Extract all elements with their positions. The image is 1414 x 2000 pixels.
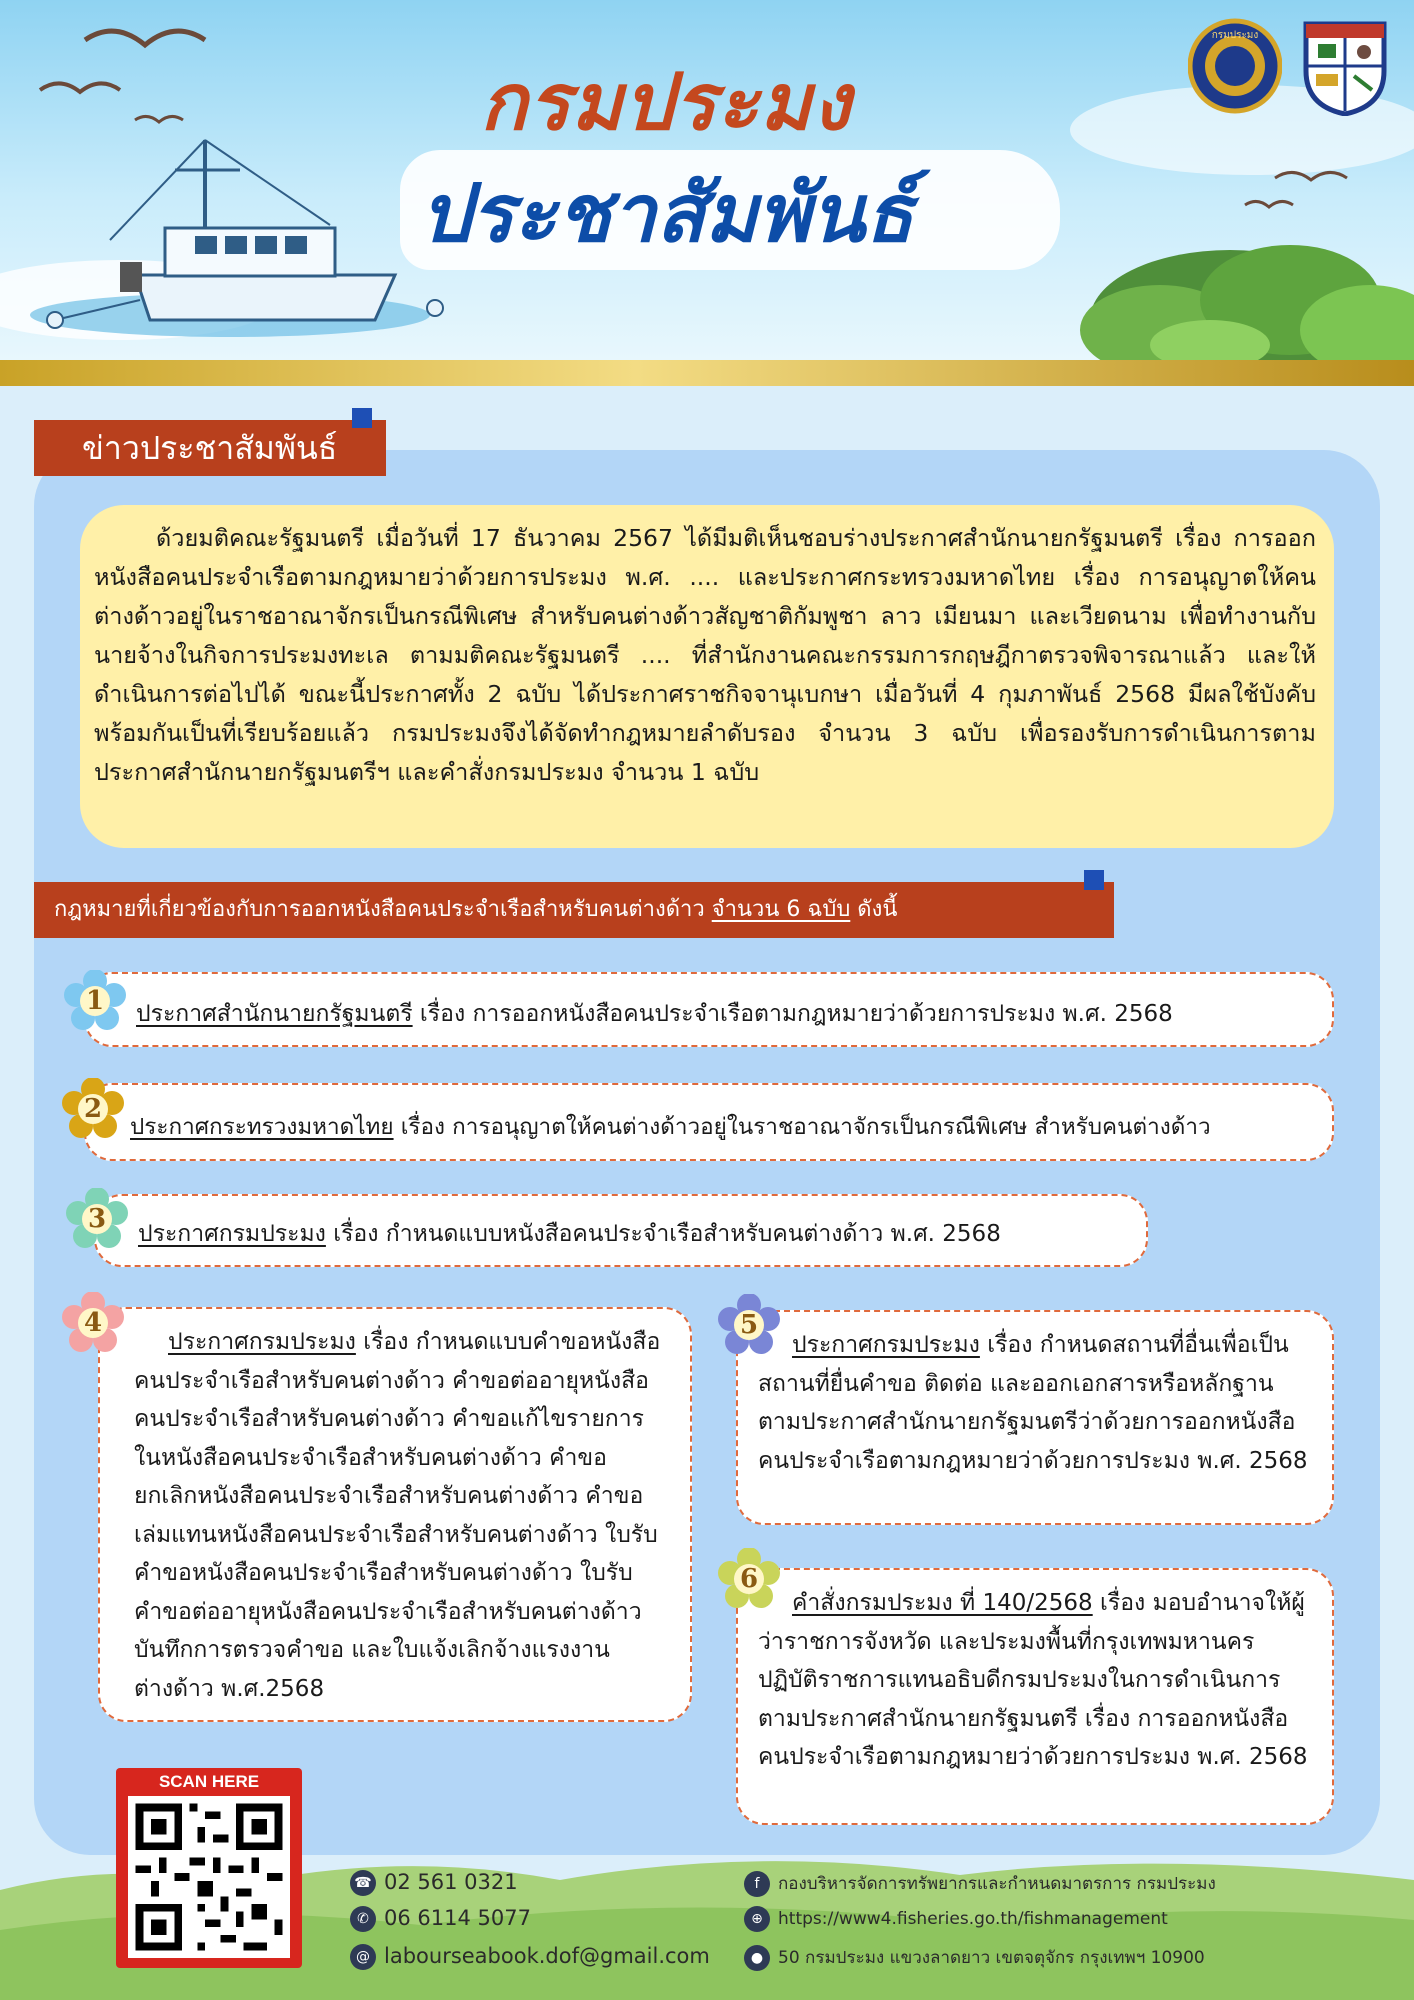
qr-scan-label: SCAN HERE — [158, 1772, 260, 1791]
facebook-icon: f — [744, 1871, 770, 1897]
number-badge-2 — [62, 1078, 124, 1140]
contact-phone-2[interactable] — [350, 1906, 531, 1932]
contact-website[interactable] — [744, 1906, 1168, 1932]
number-badge-label: 4 — [83, 1308, 103, 1338]
qr-code-image[interactable] — [128, 1796, 290, 1958]
law-item-title: ประกาศกรมประมง — [138, 1221, 326, 1247]
number-badge-label: 2 — [83, 1094, 103, 1124]
qr-code-icon — [128, 1796, 290, 1958]
bush-illustration — [1080, 245, 1414, 360]
heading-square-decoration — [352, 408, 372, 428]
number-badge-1 — [64, 970, 126, 1032]
contact-email[interactable] — [350, 1944, 710, 1970]
contact-phone-1-text: 02 561 0321 — [384, 1870, 518, 1894]
email-icon: @ — [350, 1944, 376, 1970]
contact-facebook-text: กองบริหารจัดการทรัพยากรและกำหนดมาตรการ กรมประมง — [778, 1874, 1216, 1894]
number-badge-3 — [66, 1188, 128, 1250]
intro-paragraph-box — [80, 505, 1334, 848]
number-badge-6 — [718, 1548, 780, 1610]
law-item-title: ประกาศกรมประมง — [168, 1329, 356, 1355]
contact-address-text: 50 กรมประมง แขวงลาดยาว เขตจตุจักร กรุงเทพฯ 10900 — [778, 1948, 1205, 1968]
phone-icon: ✆ — [350, 1906, 376, 1932]
page-title: กรมประมง — [480, 58, 852, 148]
law-item-detail: เรื่อง การอนุญาตให้คนต่างด้าวอยู่ในราชอาณาจักรเป็นกรณีพิเศษ สำหรับคนต่างด้าว — [400, 1114, 1211, 1140]
number-badge-label: 1 — [85, 986, 105, 1016]
globe-icon: ⊕ — [744, 1906, 770, 1932]
law-item-1 — [84, 972, 1334, 1047]
law-item-5 — [736, 1310, 1334, 1525]
law-item-title: ประกาศกรมประมง — [792, 1332, 980, 1358]
contact-website-text: https://www4.fisheries.go.th/fishmanagement — [778, 1909, 1168, 1929]
logo-lettering: กรมประมง — [1211, 30, 1259, 41]
law-item-6 — [736, 1568, 1334, 1825]
law-item-detail: เรื่อง มอบอำนาจให้ผู้ว่าราชการจังหวัด และประมงพื้นที่กรุงเทพมหานคร ปฏิบัติราชการแทนอธิบดีกรมประมงในการดำเนินการตามประกาศสำนักนายกรัฐมนตรี เรื่อง การออกหนังสือคนประจำเรือตามกฎหมายว่าด้วยการประมง พ.ศ. 2568 — [758, 1590, 1308, 1770]
page-subtitle: ประชาสัมพันธ์ — [420, 167, 914, 260]
law-item-2 — [84, 1083, 1334, 1161]
contact-phone-2-text: 06 6114 5077 — [384, 1906, 531, 1930]
location-pin-icon: ● — [744, 1945, 770, 1971]
law-item-title: ประกาศสำนักนายกรัฐมนตรี — [136, 1001, 413, 1027]
law-item-3 — [94, 1194, 1148, 1267]
contact-phone-1[interactable] — [350, 1870, 518, 1896]
law-item-detail: เรื่อง การออกหนังสือคนประจำเรือตามกฎหมายว่าด้วยการประมง พ.ศ. 2568 — [419, 1001, 1173, 1027]
phone-icon: ☎ — [350, 1870, 376, 1896]
section-heading-news-label: ข่าวประชาสัมพันธ์ — [82, 429, 338, 467]
law-item-title: ประกาศกระทรวงมหาดไทย — [130, 1114, 394, 1140]
section-heading-laws — [34, 882, 1114, 938]
number-badge-4 — [62, 1292, 124, 1354]
ministry-shield-logo — [1298, 16, 1392, 116]
laws-heading-prefix: กฎหมายที่เกี่ยวข้องกับการออกหนังสือคนประจำเรือสำหรับคนต่างด้าว — [54, 897, 705, 922]
law-item-detail: เรื่อง กำหนดแบบคำขอหนังสือคนประจำเรือสำหรับคนต่างด้าว คำขอต่ออายุหนังสือคนประจำเรือสำหรับคนต่างด้าว คำขอแก้ไขรายการในหนังสือคนประจำเรือสำหรับคนต่างด้าว คำขอยกเลิกหนังสือคนประจำเรือสำหรับคนต่างด้าว คำขอเล่มแทนหนังสือคนประจำเรือสำหรับคนต่างด้าว ใบรับคำขอหนังสือคนประจำเรือสำหรับคนต่างด้าว ใบรับคำขอต่ออายุหนังสือคนประจำเรือสำหรับคนต่างด้าว บันทึกการตรวจคำขอ และใบแจ้งเลิกจ้างแรงงานต่างด้าว พ.ศ.2568 — [134, 1329, 661, 1702]
gold-divider — [0, 360, 1414, 386]
contact-email-text: labourseabook.dof@gmail.com — [384, 1944, 710, 1968]
qr-code-card[interactable] — [116, 1768, 302, 1968]
law-item-detail: เรื่อง กำหนดแบบหนังสือคนประจำเรือสำหรับคนต่างด้าว พ.ศ. 2568 — [333, 1221, 1001, 1247]
laws-heading-suffix: ดังนี้ — [857, 897, 898, 922]
laws-heading-count: จำนวน 6 ฉบับ — [711, 897, 851, 922]
number-badge-5 — [718, 1294, 780, 1356]
section-heading-news — [34, 420, 386, 476]
law-item-4 — [98, 1307, 692, 1722]
number-badge-label: 3 — [87, 1204, 107, 1234]
number-badge-label: 6 — [739, 1564, 759, 1594]
contact-address — [744, 1944, 1205, 1971]
heading-square-decoration — [1084, 870, 1104, 890]
number-badge-label: 5 — [739, 1310, 759, 1340]
department-of-fisheries-logo — [1188, 16, 1282, 116]
intro-text: ด้วยมติคณะรัฐมนตรี เมื่อวันที่ 17 ธันวาคม 2567 ได้มีมติเห็นชอบร่างประกาศสำนักนายกรัฐมนตรี เรื่อง การออกหนังสือคนประจำเรือตามกฎหมายว่าด้วยการประมง พ.ศ. .... และประกาศกระทรวงมหาดไทย เรื่อง การอนุญาตให้คนต่างด้าวอยู่ในราชอาณาจักรเป็นกรณีพิเศษ สำหรับคนต่างด้าวสัญชาติกัมพูชา ลาว เมียนมา และเวียดนาม เพื่อทำงานกับนายจ้างในกิจการประมงทะเล ตามมติคณะรัฐมนตรี .... ที่สำนักงานคณะกรรมการกฤษฎีกาตรวจพิจารณาแล้ว และให้ดำเนินการต่อไปได้ ขณะนี้ประกาศทั้ง 2 ฉบับ ได้ประกาศราชกิจจานุเบกษา เมื่อวันที่ 4 กุมภาพันธ์ 2568 มีผลใช้บังคับพร้อมกันเป็นที่เรียบร้อยแล้ว กรมประมงจึงได้จัดทำกฎหมายลำดับรอง จำนวน 3 ฉบับ เพื่อรองรับการดำเนินการตามประกาศสำนักนายกรัฐมนตรีฯ และคำสั่งกรมประมง จำนวน 1 ฉบับ — [94, 524, 1316, 786]
header-banner — [0, 0, 1414, 360]
law-item-detail: เรื่อง กำหนดสถานที่อื่นเพื่อเป็นสถานที่ยื่นคำขอ ติดต่อ และออกเอกสารหรือหลักฐานตามประกาศสำนักนายกรัฐมนตรีว่าด้วยการออกหนังสือคนประจำเรือตามกฎหมายว่าด้วยการประมง พ.ศ. 2568 — [758, 1332, 1308, 1474]
law-item-title: คำสั่งกรมประมง ที่ 140/2568 — [792, 1590, 1093, 1616]
contact-facebook[interactable] — [744, 1870, 1216, 1897]
